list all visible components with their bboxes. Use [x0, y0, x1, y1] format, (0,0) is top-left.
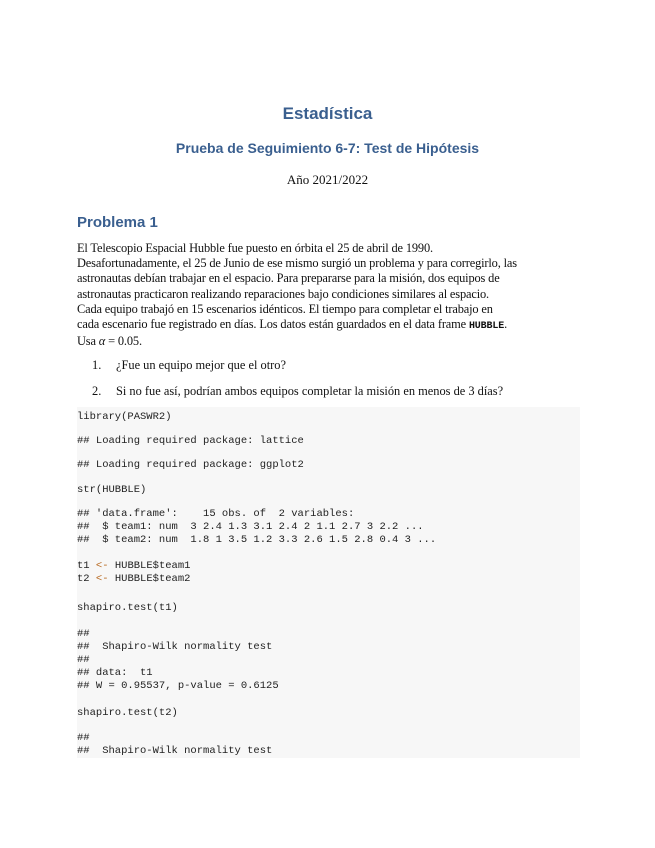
- code-str-output: ## $ team2: num 1.8 1 3.5 1.2 3.3 2.6 1.5 2.8 0.4 3 ...: [77, 534, 437, 546]
- code-assign-t1: [77, 560, 190, 573]
- alpha-line: [77, 334, 582, 349]
- code-str-output: ## $ team1: num 3 2.4 1.3 3.1 2.4 2 1.1 2.7 3 2.2 ...: [77, 521, 424, 533]
- document-subtitle: Prueba de Seguimiento 6-7: Test de Hipótesis: [175, 140, 480, 156]
- statement-line: [77, 317, 582, 334]
- statement-line: astronautas debían trabajar en el espacio. Para prepararse para la misión, dos equipos de: [77, 271, 500, 286]
- code-test-output: ##: [77, 732, 90, 744]
- statement-line: Cada equipo trabajó en 15 escenarios idénticos. El tiempo para completar el trabajo en: [77, 301, 493, 316]
- var-expr: HUBBLE$team2: [114, 573, 191, 585]
- assign-operator: <-: [95, 573, 109, 585]
- question-text: ¿Fue un equipo mejor que el otro?: [116, 358, 286, 372]
- assign-operator: <-: [95, 560, 109, 572]
- academic-year: Año 2021/2022: [286, 172, 369, 187]
- problem-heading: Problema 1: [77, 214, 158, 231]
- dataframe-name: HUBBLE: [468, 321, 505, 333]
- question-text: Si no fue así, podrían ambos equipos completar la misión en menos de 3 días?: [116, 384, 504, 398]
- question-number: 2.: [92, 384, 102, 398]
- code-assign-t2: [77, 573, 190, 586]
- code-test-output: ##: [77, 654, 90, 666]
- question-number: 1.: [92, 358, 102, 372]
- code-shapiro-t2: shapiro.test(t2): [77, 707, 178, 719]
- code-test-output: ## data: t1: [77, 667, 153, 679]
- code-str-call: str(HUBBLE): [77, 484, 147, 496]
- var-expr: HUBBLE$team1: [114, 560, 191, 572]
- code-test-output: ##: [77, 628, 90, 640]
- alpha-symbol: α: [98, 334, 106, 349]
- r-code-block: [77, 407, 580, 758]
- code-shapiro-t1: shapiro.test(t1): [77, 602, 178, 614]
- question-item-2: [92, 384, 503, 399]
- var-name: t1: [77, 560, 90, 572]
- problem-statement: [77, 241, 582, 349]
- code-test-output: ## Shapiro-Wilk normality test: [77, 745, 273, 757]
- statement-text: cada escenario fue registrado en días. Los datos están guardados en el data frame: [77, 317, 469, 332]
- statement-period: .: [504, 317, 508, 332]
- code-test-output: ## W = 0.95537, p-value = 0.6125: [77, 680, 279, 692]
- question-item-1: [92, 358, 286, 373]
- statement-line: El Telescopio Espacial Hubble fue puesto en órbita el 25 de abril de 1990.: [77, 241, 433, 255]
- alpha-value: = 0.05.: [105, 334, 142, 349]
- statement-line: Desafortunadamente, el 25 de Junio de ese mismo surgió un problema y para corregirlo, las: [77, 256, 517, 271]
- alpha-prefix: Usa: [77, 334, 99, 349]
- var-name: t2: [77, 573, 90, 585]
- document-title: Estadística: [282, 104, 373, 123]
- code-output-lattice: ## Loading required package: lattice: [77, 435, 304, 447]
- code-library-call: library(PASWR2): [77, 411, 172, 423]
- code-str-output: ## 'data.frame': 15 obs. of 2 variables:: [77, 508, 355, 520]
- code-output-ggplot2: ## Loading required package: ggplot2: [77, 459, 304, 471]
- statement-line: astronautas practicaron realizando reparaciones bajo condiciones similares al espacio.: [77, 286, 489, 301]
- code-test-output: ## Shapiro-Wilk normality test: [77, 641, 273, 653]
